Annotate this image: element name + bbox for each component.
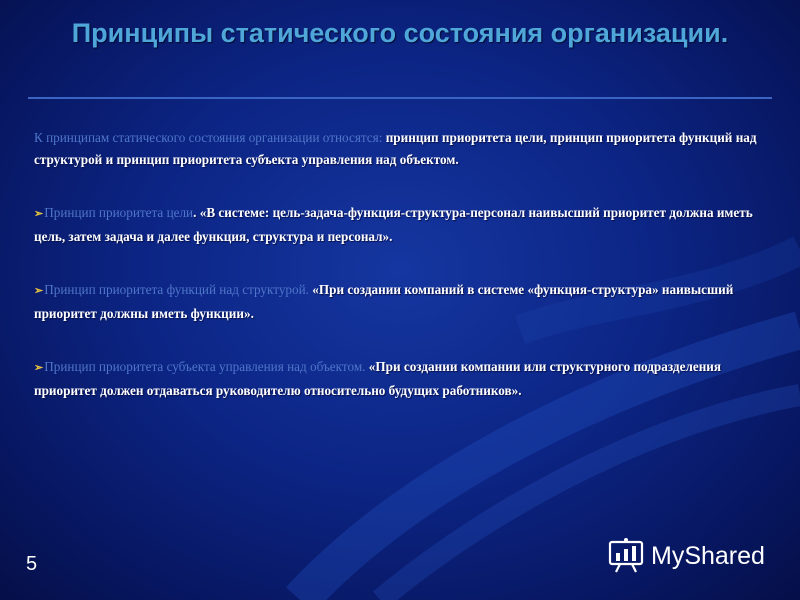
presentation-board-icon <box>607 537 645 575</box>
bullet-function-priority <box>34 279 774 324</box>
intro-principles: принцип приоритета цели, принцип приоритета функций над структурой и принцип приоритета субъекта управления над объектом. <box>34 130 757 167</box>
intro-paragraph <box>34 127 774 170</box>
title-divider <box>28 97 772 99</box>
bullet-text: «При создании компаний в системе «функция-структура» наивысший приоритет должны иметь функции». <box>34 282 734 321</box>
bullet-text: . «В системе: цель-задача-функция-структура-персонал наивысший приоритет должна иметь цель, затем задача и далее функция, структура и персонал». <box>34 205 753 244</box>
bullet-text: «При создании компании или структурного подразделения приоритет должен отдаваться руководителю относительно будущих работников». <box>34 359 722 398</box>
slide-content <box>34 127 774 433</box>
bullet-goal-priority <box>34 202 774 247</box>
watermark-logo[interactable] <box>607 537 765 575</box>
bullet-lead: Принцип приоритета субъекта управления над объектом. <box>44 359 366 374</box>
arrow-bullet-icon: ➢ <box>34 362 44 374</box>
slide-number: 5 <box>26 553 38 575</box>
watermark-text: MyShared <box>651 541 765 570</box>
bullet-lead: Принцип приоритета цели <box>44 205 194 220</box>
intro-lead: К принципам статического состояния организации относятся: <box>34 130 383 145</box>
arrow-bullet-icon: ➢ <box>34 285 44 297</box>
arrow-bullet-icon: ➢ <box>34 208 44 220</box>
slide-title: Принципы статического состояния организации. <box>71 18 729 48</box>
bullet-subject-priority <box>34 356 774 401</box>
bullet-lead: Принцип приоритета функций над структурой. <box>44 282 309 297</box>
